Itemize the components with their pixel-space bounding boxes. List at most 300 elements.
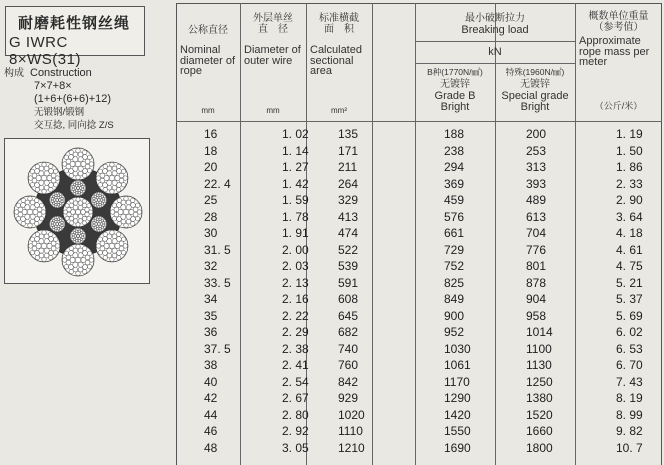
outer-strand-wire (35, 237, 40, 242)
table-cell: 5. 21 (616, 275, 643, 290)
outer-strand-wire (116, 164, 120, 168)
core-strand-wire (60, 195, 62, 197)
rope-cross-section-svg (5, 139, 151, 285)
table-cell: 8. 19 (616, 391, 643, 405)
table-cell: 200 (526, 127, 547, 141)
outer-strand-wire (30, 237, 34, 241)
core-strand-wire (92, 202, 94, 204)
core-strand-wire (73, 231, 75, 233)
core-strand-wire (62, 220, 64, 222)
core-strand-wire (56, 216, 58, 218)
outer-strand-wire (87, 155, 91, 159)
outer-strand-wire (117, 198, 121, 202)
table-cell: 645 (338, 308, 359, 323)
table-cell: 1. 14 (282, 143, 309, 158)
table-cell: 2. 00 (282, 242, 309, 257)
outer-strand-wire (109, 243, 114, 248)
table-cell: 1100 (526, 341, 552, 356)
unit-outer: mm (266, 106, 280, 115)
core-strand-wire (94, 219, 96, 221)
table-cell: 2. 41 (282, 358, 309, 372)
header-mass-zh: 概数单位重量 （参考值） (588, 11, 649, 33)
table-cell: 313 (526, 160, 547, 174)
outer-strand-wire (28, 223, 32, 227)
core-strand-wire (53, 219, 55, 221)
core-strand-wire (103, 196, 105, 198)
table-cell: 1061 (444, 358, 471, 372)
table-cell: 8. 99 (616, 407, 643, 422)
core-strand-wire (62, 196, 64, 198)
table-cell: 329 (338, 193, 359, 207)
table-cell: 1. 02 (282, 127, 309, 141)
table-cell: 1. 59 (282, 193, 309, 207)
table-cell: 2. 92 (282, 424, 309, 438)
table-cell: 740 (338, 341, 359, 356)
outer-strand-wire (42, 257, 46, 261)
outer-strand-wire (135, 216, 139, 220)
outer-strand-wire (75, 161, 80, 166)
core-strand-wire (49, 199, 51, 201)
core-strand-wire (101, 217, 103, 219)
column-area (338, 126, 368, 456)
header-kn: kN (488, 46, 502, 58)
table-cell: 825 (444, 275, 465, 290)
table-cell: 729 (444, 242, 465, 257)
table-cell: 40 (204, 374, 218, 389)
outer-strand-wire (87, 168, 91, 172)
outer-strand-wire (76, 244, 80, 248)
outer-strand-wire (55, 244, 59, 248)
outer-strand-wire (89, 162, 93, 166)
table-cell: 613 (526, 209, 547, 224)
outer-strand-wire (49, 183, 54, 188)
outer-strand-wire (117, 169, 122, 174)
outer-strand-wire (109, 175, 114, 180)
table-cell: 32 (204, 259, 218, 273)
outer-strand-wire (30, 250, 34, 254)
table-cell: 459 (444, 193, 465, 207)
core-strand-wire (71, 238, 73, 240)
table-cell: 878 (526, 275, 547, 290)
table-cell: 135 (338, 127, 359, 141)
outer-strand-wire (98, 169, 102, 173)
outer-strand-wire (83, 169, 88, 174)
outer-strand-wire (103, 237, 108, 242)
core-strand-wire (70, 199, 74, 203)
outer-strand-wire (117, 217, 122, 222)
outer-strand-wire (124, 223, 128, 227)
core-strand-wire (82, 203, 87, 208)
table-cell: 22. 4 (204, 176, 231, 191)
core-strand-wire (80, 238, 82, 240)
outer-strand-wire (49, 164, 53, 168)
header-gradeb-2: 无镀锌 (440, 79, 470, 90)
core-strand-wire (69, 203, 74, 208)
table-cell: 661 (444, 226, 465, 240)
table-cell: 576 (444, 209, 465, 224)
core-strand-wire (53, 226, 55, 228)
outer-strand-wire (123, 244, 127, 248)
outer-strand-wire (98, 237, 102, 241)
core-strand-wire (74, 241, 76, 243)
outer-strand-wire (76, 148, 80, 152)
header-breaking-zh: 最小破断拉力 (465, 13, 525, 24)
table-cell: 37. 5 (204, 341, 231, 356)
core-strand-wire (56, 230, 58, 232)
outer-strand-wire (35, 169, 40, 174)
header-outer-en: Diameter of outer wire (244, 44, 301, 67)
core-strand-wire (70, 187, 72, 189)
table-cell: 238 (444, 143, 465, 158)
table-cell: 2. 67 (282, 391, 309, 405)
table-cell: 211 (338, 160, 358, 174)
header-special-4: Bright (520, 101, 550, 113)
core-strand-wire (63, 223, 65, 225)
core-strand-wire (83, 184, 85, 186)
outer-strand-wire (96, 176, 100, 180)
outer-strand-wire (49, 237, 54, 242)
outer-strand-wire (21, 221, 25, 225)
outer-strand-wire (64, 168, 68, 172)
table-cell: 35 (204, 308, 218, 323)
table-cell: 253 (526, 143, 547, 158)
table-cell: 952 (444, 325, 465, 339)
outer-strand-wire (103, 232, 107, 236)
table-cell: 10. 7 (616, 440, 643, 455)
outer-strand-wire (110, 257, 114, 261)
core-strand-wire (89, 210, 93, 214)
core-strand-wire (60, 219, 62, 221)
table-cell: 1420 (444, 407, 471, 422)
outer-strand-wire (103, 187, 107, 191)
core-strand-wire (103, 220, 105, 222)
core-strand-wire (80, 193, 82, 195)
outer-strand-wire (121, 250, 125, 254)
table-cell: 958 (526, 308, 547, 323)
outer-strand-wire (96, 244, 100, 248)
header-nominal-en: Nominal diameter of rope (180, 44, 236, 77)
outer-strand-wire (62, 258, 66, 262)
core-strand-wire (60, 226, 62, 228)
header-mass-en: Approximate rope mass per meter (579, 35, 650, 68)
table-cell: 2. 80 (282, 407, 309, 422)
outer-strand-wire (103, 255, 107, 259)
core-strand-wire (94, 193, 96, 195)
core-strand-wire (83, 232, 85, 234)
outer-strand-wire (53, 250, 57, 254)
core-strand-wire (98, 206, 100, 208)
outer-strand-wire (49, 251, 54, 256)
core-strand-wire (62, 202, 64, 204)
core-strand-wire (103, 226, 105, 228)
table-cell: 1. 86 (616, 160, 643, 174)
outer-strand-wire (35, 164, 39, 168)
table-cell: 5. 37 (616, 292, 643, 306)
outer-strand-wire (82, 173, 86, 177)
core-strand-wire (63, 210, 67, 214)
outer-strand-wire (131, 217, 136, 222)
table-cell: 489 (526, 193, 547, 207)
table-cell: 2. 16 (282, 292, 309, 306)
table-cell: 682 (338, 325, 359, 339)
core-strand-wire (94, 195, 96, 197)
core-strand-wire (101, 205, 103, 207)
outer-strand-wire (89, 258, 93, 262)
table-cell: 1800 (526, 440, 553, 455)
table-cell: 2. 90 (616, 193, 643, 207)
outer-strand-wire (135, 203, 139, 207)
core-strand-wire (101, 202, 103, 204)
core-strand-wire (80, 231, 82, 233)
core-strand-wire (92, 226, 94, 228)
table-cell: 33. 5 (204, 275, 231, 290)
outer-strand-wire (28, 244, 32, 248)
core-strand-wire (77, 180, 79, 182)
outer-strand-wire (121, 169, 125, 173)
outer-strand-wire (116, 232, 120, 236)
core-strand-wire (98, 230, 100, 232)
column-nominal (204, 126, 240, 456)
table-cell: 4. 61 (616, 242, 643, 257)
core-strand-wire (73, 183, 75, 185)
core-strand-wire (59, 205, 61, 207)
table-cell: 842 (338, 374, 359, 389)
construction-label-zh: 构成 (4, 68, 24, 79)
core-strand-wire (53, 205, 55, 207)
outer-strand-wire (27, 209, 32, 214)
table-cell: 1. 50 (616, 143, 643, 158)
core-strand-wire (98, 192, 100, 194)
table-cell: 28 (204, 209, 218, 224)
core-strand-wire (87, 216, 91, 220)
table-cell: 36 (204, 325, 218, 339)
outer-strand-wire (83, 265, 88, 270)
outer-strand-wire (83, 251, 88, 256)
core-strand-wire (94, 226, 96, 228)
table-cell: 1. 91 (282, 226, 309, 240)
table-cell: 42 (204, 391, 218, 405)
core-strand-wire (63, 199, 65, 201)
outer-strand-wire (41, 243, 46, 248)
table-cell: 539 (338, 259, 359, 273)
product-title-en: G IWRC 8×WS(31) (9, 34, 81, 68)
outer-strand-wire (69, 269, 73, 273)
outer-strand-wire (69, 251, 74, 256)
header-gradeb-3: Grade B (434, 90, 476, 102)
unit-nominal: mm (201, 106, 215, 115)
outer-strand-wire (87, 251, 91, 255)
core-strand-wire (56, 206, 58, 208)
spec-table (176, 3, 662, 465)
table-cell: 1020 (338, 407, 365, 422)
core-strand-wire (83, 238, 85, 240)
core-strand-wire (94, 229, 96, 231)
outer-strand-wire (82, 269, 86, 273)
construction-label-en: Construction (30, 67, 92, 79)
outer-strand-wire (103, 164, 107, 168)
table-cell: 2. 13 (282, 275, 309, 290)
header-breaking-en: Breaking load (461, 24, 529, 36)
core-strand-wire (56, 192, 58, 194)
outer-strand-wire (98, 250, 102, 254)
outer-strand-wire (35, 255, 39, 259)
core-strand-wire (91, 223, 93, 225)
table-cell: 1110 (338, 424, 363, 438)
core-strand-wire (103, 202, 105, 204)
outer-strand-wire (137, 210, 141, 214)
column-special-grade (526, 126, 560, 456)
table-cell: 752 (444, 259, 465, 273)
core-strand-wire (59, 193, 61, 195)
outer-strand-wire (21, 217, 26, 222)
table-cell: 608 (338, 292, 359, 306)
outer-strand-wire (35, 183, 40, 188)
core-strand-wire (84, 187, 86, 189)
outer-strand-wire (83, 155, 88, 160)
core-strand-wire (74, 229, 76, 231)
outer-strand-wire (49, 187, 53, 191)
outer-strand-wire (30, 183, 34, 187)
unit-area: mm² (331, 106, 347, 115)
table-cell: 31. 5 (204, 242, 231, 257)
outer-strand-wire (121, 237, 125, 241)
table-cell: 760 (338, 358, 359, 372)
outer-strand-wire (35, 251, 40, 256)
outer-strand-wire (69, 246, 73, 250)
table-cell: 5. 69 (616, 308, 643, 323)
core-strand-wire (50, 220, 52, 222)
table-cell: 1250 (526, 374, 553, 389)
table-cell: 413 (338, 209, 359, 224)
outer-strand-wire (64, 251, 68, 255)
outer-strand-wire (110, 210, 114, 214)
outer-strand-wire (103, 251, 108, 256)
core-strand-wire (60, 202, 62, 204)
core-strand-wire (92, 196, 94, 198)
table-cell: 591 (338, 275, 359, 290)
table-cell: 1660 (526, 424, 553, 438)
core-strand-wire (71, 184, 73, 186)
core-strand-wire (73, 238, 75, 240)
outer-strand-wire (112, 203, 116, 207)
column-grade-b (444, 126, 478, 456)
outer-strand-wire (69, 150, 73, 154)
table-cell: 2. 54 (282, 374, 309, 389)
table-cell: 34 (204, 292, 218, 306)
table-cell: 18 (204, 143, 218, 158)
outer-strand-wire (117, 203, 122, 208)
table-cell: 16 (204, 127, 218, 141)
core-strand-wire (80, 190, 82, 192)
outer-strand-wire (62, 162, 66, 166)
core-strand-wire (101, 195, 103, 197)
table-cell: 264 (338, 176, 359, 191)
outer-strand-wire (69, 265, 74, 270)
header-special-3: Special grade (501, 90, 569, 102)
outer-strand-wire (42, 189, 46, 193)
outer-strand-wire (21, 203, 26, 208)
outer-strand-wire (87, 264, 91, 268)
core-strand-wire (77, 242, 79, 244)
table-cell: 2. 38 (282, 341, 309, 356)
table-cell: 4. 18 (616, 226, 643, 240)
product-title-box (5, 6, 145, 68)
outer-strand-wire (49, 232, 53, 236)
outer-strand-wire (35, 217, 40, 222)
outer-strand-wire (82, 150, 86, 154)
table-cell: 46 (204, 424, 218, 438)
outer-strand-wire (34, 221, 38, 225)
core-strand-wire (82, 199, 86, 203)
outer-strand-wire (110, 162, 114, 166)
table-cell: 522 (338, 242, 359, 257)
core-strand-wire (53, 193, 55, 195)
outer-strand-wire (117, 221, 121, 225)
table-cell: 1210 (338, 440, 365, 455)
construction-line: 7×7+8× (34, 80, 72, 92)
table-cell: 48 (204, 440, 218, 455)
table-cell: 3. 64 (616, 209, 643, 224)
outer-strand-wire (116, 187, 120, 191)
header-nominal-zh: 公称直径 (188, 25, 228, 36)
outer-strand-wire (41, 175, 46, 180)
outer-strand-wire (117, 237, 122, 242)
header-gradeb-4: Bright (440, 101, 470, 113)
core-strand-wire (75, 209, 80, 214)
core-strand-wire (65, 204, 69, 208)
left-panel (0, 0, 176, 465)
outer-strand-wire (103, 183, 108, 188)
core-strand-wire (53, 195, 55, 197)
core-strand-wire (98, 216, 100, 218)
table-cell: 9. 82 (616, 424, 643, 438)
outer-strand-wire (75, 257, 80, 262)
header-area-zh: 标准横截 面 积 (319, 13, 359, 35)
core-strand-wire (71, 232, 73, 234)
core-strand-wire (80, 183, 82, 185)
table-cell: 904 (526, 292, 547, 306)
outer-strand-wire (39, 216, 43, 220)
core-strand-wire (69, 216, 74, 221)
core-strand-wire (91, 199, 93, 201)
core-strand-wire (94, 217, 96, 219)
core-strand-wire (76, 197, 80, 201)
core-strand-wire (80, 181, 82, 183)
table-cell: 900 (444, 308, 465, 323)
table-cell: 1. 19 (616, 127, 643, 141)
table-cell: 1170 (444, 374, 470, 389)
core-strand-wire (94, 202, 96, 204)
core-strand-wire (82, 216, 87, 221)
table-cell: 30 (204, 226, 218, 240)
table-cell: 1. 27 (282, 160, 309, 174)
outer-strand-wire (49, 255, 53, 259)
outer-strand-wire (69, 155, 74, 160)
construction-line: (1+6+(6+6)+12) (34, 93, 112, 105)
outer-strand-wire (116, 255, 120, 259)
rope-cross-section-diagram (4, 138, 150, 284)
outer-strand-wire (28, 196, 32, 200)
header-special-2: 无镀锌 (520, 79, 550, 90)
outer-strand-wire (110, 189, 114, 193)
header-mass-unit: （公斤/米） (594, 101, 643, 111)
product-title-zh: 耐磨耗性钢丝绳 (18, 15, 131, 32)
outer-strand-wire (53, 237, 57, 241)
table-cell: 25 (204, 193, 218, 207)
header-area-en: Calculated sectional area (310, 44, 362, 77)
outer-strand-wire (110, 230, 114, 234)
table-cell: 776 (526, 242, 547, 257)
